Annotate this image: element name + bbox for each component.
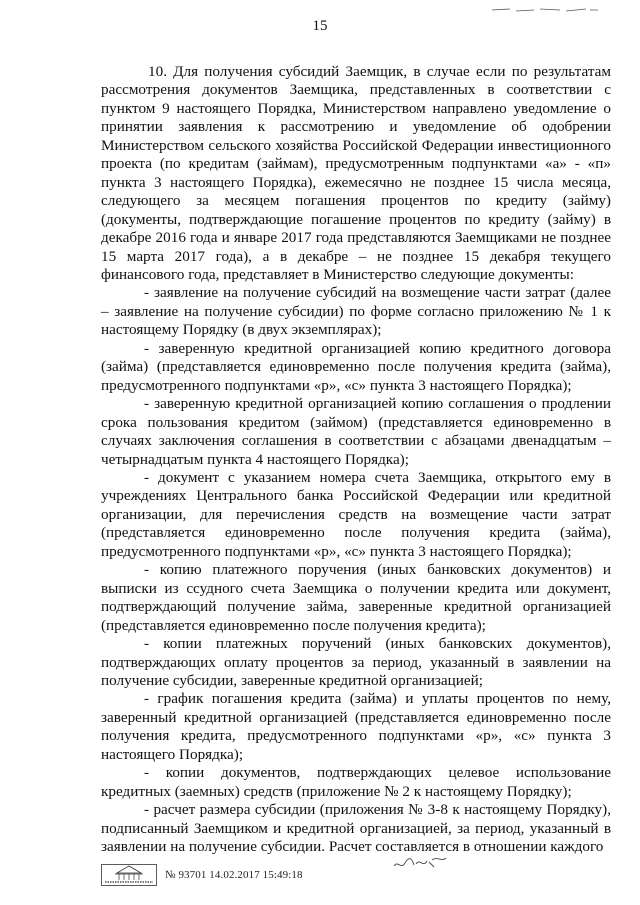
registry-building-logo-icon	[101, 864, 157, 886]
list-item: - документ с указанием номера счета Заемщика, открытого ему в учреждениях Центрального банка Российской Федерации или кредитной организации, для перечисления средств на возмещение части затрат (представляется единовременно после получения кредита (займа), предусмотренного подпунктами «р», «с» пункта 3 настоящего Порядка);	[101, 468, 611, 560]
document-body	[101, 63, 611, 856]
scan-artifact-mark	[490, 6, 600, 14]
list-item: - копии платежных поручений (иных банковских документов), подтверждающих оплату процентов за период, указанный в заявлении на получение субсидии, заверенные кредитной организацией;	[101, 635, 611, 689]
page-number: 15	[312, 18, 328, 34]
list-item: - копии документов, подтверждающих целевое использование кредитных (заемных) средств (приложение № 2 к настоящему Порядку);	[101, 764, 611, 800]
list-item: - расчет размера субсидии (приложения № 3-8 к настоящему Порядку), подписанный Заемщиком и кредитной организацией, за период, указанный в заявлении на получение субсидии. Расчет составляется в отношении каждого	[101, 801, 611, 856]
handwritten-signature	[392, 852, 448, 874]
paragraph-10: 10. Для получения субсидий Заемщик, в случае если по результатам рассмотрения документов Заемщика, представленных в соответствии с пунктом 9 настоящего Порядка, Министерством направлено уведомление о принятии заявления к рассмотрению и уведомление об одобрении Министерством сельского хозяйства Российской Федерации инвестиционного проекта (по кредитам (займам), предусмотренным подпунктами «а» - «п» пункта 3 настоящего Порядка), ежемесячно не позднее 15 числа месяца, следующего за месяцем погашения процентов по кредиту (займу) (документы, подтверждающие погашение процентов по кредиту (займу) в декабре 2016 года и январе 2017 года представляются Заемщиками не позднее 15 марта 2017 года), а в декабре – не позднее 15 декабря текущего финансового года, представляет в Министерство следующие документы:	[101, 63, 611, 283]
list-item: - заверенную кредитной организацией копию кредитного договора (займа) (представляется единовременно после получения кредита (займа), предусмотренного подпунктами «р», «с» пункта 3 настоящего Порядка);	[101, 339, 611, 394]
list-item: - копию платежного поручения (иных банковских документов) и выписки из ссудного счета Заемщика о получении кредита или документ, подтверждающий получение займа, заверенные кредитной организацией (представляется единовременно после получения кредита);	[101, 561, 611, 634]
list-item: - заверенную кредитной организацией копию соглашения о продлении срока пользования кредитом (займом) (представляется единовременно в случаях заключения соглашения в соответствии с абзацами двенадцатым – четырнадцатым пункта 4 настоящего Порядка);	[101, 395, 611, 468]
list-item: - заявление на получение субсидий на возмещение части затрат (далее – заявление на получение субсидии) по форме согласно приложению № 1 к настоящему Порядку (в двух экземплярах);	[101, 284, 611, 339]
list-item: - график погашения кредита (займа) и уплаты процентов по нему, заверенный кредитной организацией (представляется единовременно после получения кредита, предусмотренного подпунктами «р», «с» пункта 3 настоящего Порядка);	[101, 690, 611, 763]
document-footer	[101, 863, 303, 887]
document-registration-id: № 93701 14.02.2017 15:49:18	[165, 869, 303, 881]
